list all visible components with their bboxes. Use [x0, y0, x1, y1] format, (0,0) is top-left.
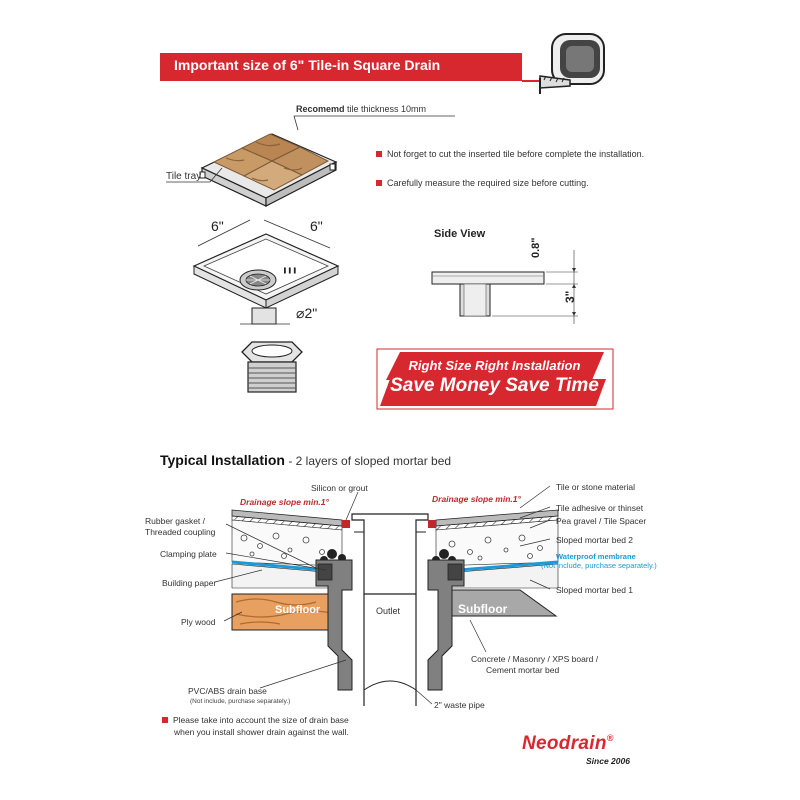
- side-view-title: Side View: [434, 228, 486, 240]
- label-slope-left: Drainage slope min.1°: [240, 497, 329, 507]
- label-tile-stone: Tile or stone material: [556, 482, 636, 492]
- label-rubber-gasket: Rubber gasket /: [145, 516, 206, 526]
- side-height-top: 0.8": [530, 237, 542, 258]
- label-waste-pipe: 2" waste pipe: [434, 700, 485, 710]
- label-pvc: PVC/ABS drain base: [188, 686, 267, 696]
- recommend-label: Recomemd tile thickness 10mm: [296, 104, 427, 114]
- label-concrete-1: Concrete / Masonry / XPS board /: [471, 654, 599, 664]
- note-1: Not forget to cut the inserted tile before complete the installation.: [376, 149, 644, 159]
- footnote-line-1: Please take into account the size of drain base: [174, 715, 349, 725]
- label-plywood: Ply wood: [181, 617, 216, 627]
- label-outlet: Outlet: [376, 606, 401, 616]
- label-clamping: Clamping plate: [160, 549, 217, 559]
- installation-title: Typical Installation - 2 layers of sloped mortar bed: [160, 452, 452, 468]
- label-building-paper: Building paper: [162, 578, 217, 588]
- label-concrete-2: Cement mortar bed: [486, 665, 560, 675]
- dim-depth-label: 6": [310, 218, 323, 234]
- label-silicon: Silicon or grout: [311, 483, 368, 493]
- label-subfloor-left: Subfloor: [275, 604, 321, 616]
- brand-logo: Neodrain®: [522, 733, 614, 754]
- promo-line-1: Right Size Right Installation: [408, 358, 581, 373]
- label-tile-adhesive: Tile adhesive or thinset: [556, 503, 644, 513]
- label-pea-gravel: Pea gravel / Tile Spacer: [556, 516, 647, 526]
- label-waterproof: Waterproof membrane: [556, 552, 636, 561]
- label-mortar-1: Sloped mortar bed 1: [556, 585, 634, 595]
- svg-text:▌ ▌ ▌: ▌ ▌ ▌: [284, 268, 298, 274]
- bullet-square-icon: [162, 717, 168, 723]
- label-subfloor-right: Subfloor: [458, 602, 508, 616]
- diameter-icon: ⌀: [296, 305, 305, 321]
- side-height-bottom: 3": [563, 290, 577, 303]
- tile-tray-label: Tile tray: [166, 171, 202, 182]
- brand-since: Since 2006: [586, 756, 630, 766]
- label-threaded: Threaded coupling: [145, 527, 216, 537]
- label-pvc-note: (Not include, purchase separately.): [190, 698, 291, 705]
- promo-line-2: Save Money Save Time: [390, 375, 599, 396]
- note-2: Carefully measure the required size before cutting.: [376, 178, 589, 188]
- header-title: Important size of 6" Tile-in Square Drain: [174, 57, 441, 73]
- footnote-line-2: when you install shower drain against the wall.: [174, 727, 349, 737]
- dim-outlet-label: ⌀2": [296, 305, 318, 321]
- dim-width-label: 6": [211, 218, 224, 234]
- label-waterproof-note: (Not include, purchase separately.): [541, 561, 657, 570]
- label-mortar-2: Sloped mortar bed 2: [556, 535, 634, 545]
- label-slope-right: Drainage slope min.1°: [432, 494, 521, 504]
